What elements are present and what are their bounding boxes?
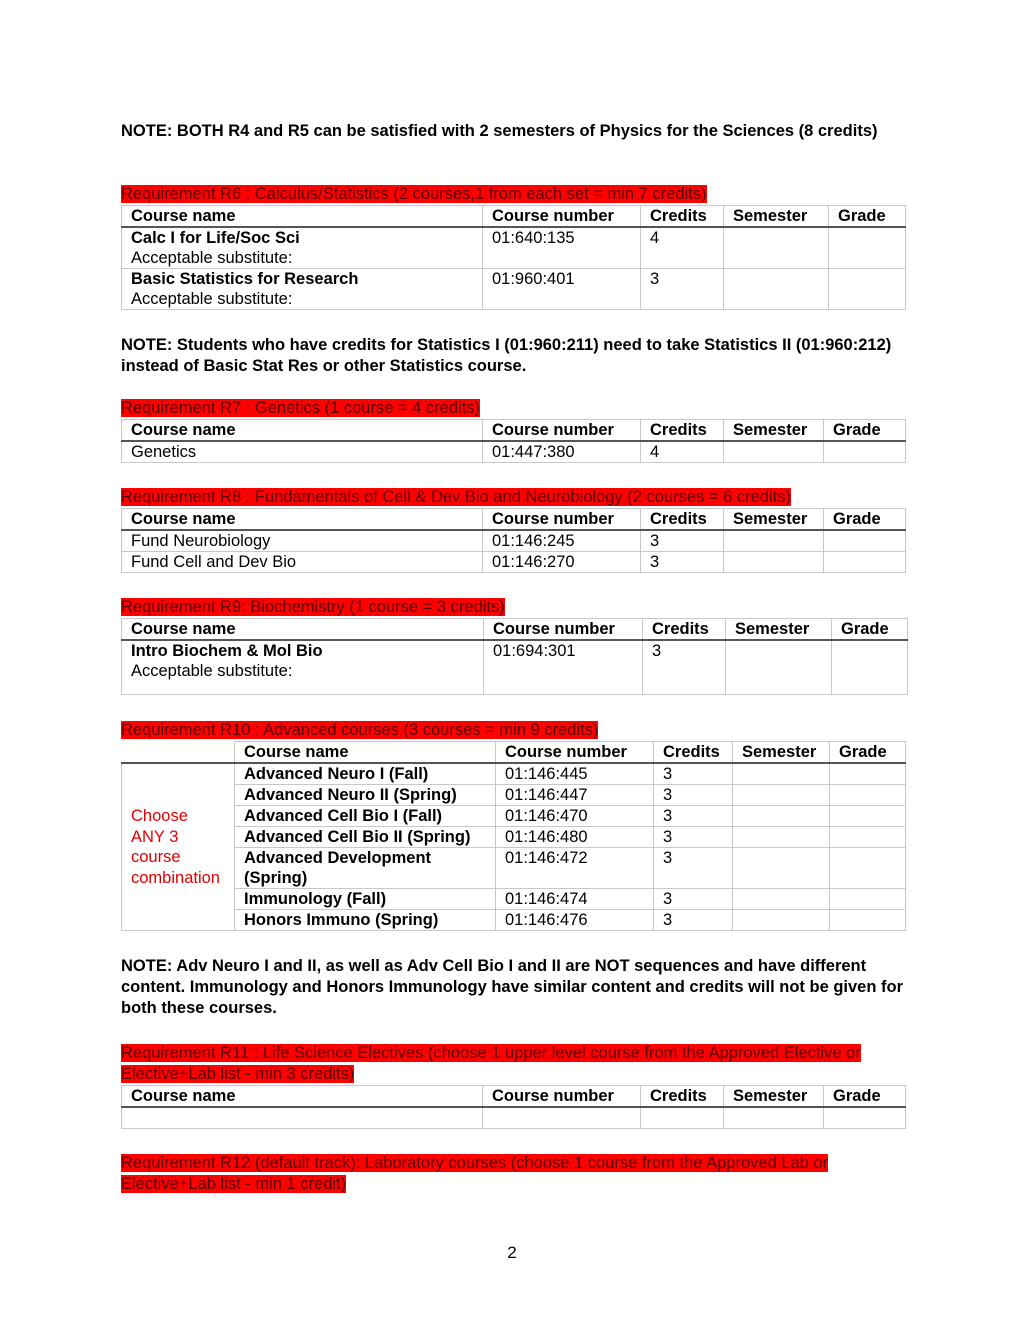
r6-title: Requirement R6 : Calculus/Statistics (2 courses,1 from each set = min 7 credits)	[121, 185, 707, 203]
choose-label: Choose ANY 3 course combination	[122, 763, 235, 931]
r7-table	[121, 419, 906, 463]
r8-title: Requirement R8 : Fundamentals of Cell & Dev Bio and Neurobiology (2 courses = 6 credits)	[121, 488, 791, 506]
grade-cell	[829, 269, 906, 310]
course-name: Honors Immuno (Spring)	[235, 910, 496, 931]
substitute-label: Acceptable substitute:	[131, 662, 293, 680]
semester-cell	[724, 441, 824, 463]
col-grade: Grade	[824, 1086, 906, 1108]
col-credits: Credits	[641, 206, 724, 228]
table-row	[122, 530, 906, 552]
col-semester: Semester	[724, 420, 824, 442]
course-name: Fund Cell and Dev Bio	[122, 552, 483, 573]
semester-cell	[724, 530, 824, 552]
course-credits: 3	[654, 910, 733, 931]
course-credits: 3	[654, 848, 733, 889]
note-statistics: NOTE: Students who have credits for Statistics I (01:960:211) need to take Statistics II (01:960:212) instead of Basic Stat Res or other Statistics course.	[121, 336, 892, 375]
course-credits: 3	[643, 640, 726, 694]
course-number: 01:447:380	[483, 441, 641, 463]
grade-cell	[824, 1107, 906, 1128]
grade-cell	[830, 910, 906, 931]
col-grade: Grade	[824, 509, 906, 531]
course-number: 01:146:474	[496, 889, 654, 910]
table-row	[122, 889, 906, 910]
grade-cell	[830, 763, 906, 785]
note-r4-r5: NOTE: BOTH R4 and R5 can be satisfied with 2 semesters of Physics for the Sciences (8 credits)	[121, 122, 878, 140]
col-grade: Grade	[830, 742, 906, 764]
course-credits: 3	[641, 530, 724, 552]
course-name: Advanced Development (Spring)	[235, 848, 496, 889]
table-row	[122, 785, 906, 806]
r10-table	[121, 741, 906, 931]
course-number: 01:146:480	[496, 827, 654, 848]
col-course-name: Course name	[235, 742, 496, 764]
course-number: 01:694:301	[484, 640, 643, 694]
r12-title: Requirement R12 (default track): Laboratory courses (choose 1 course from the Approved Lab or Elective+Lab list - min 1 credit)	[121, 1154, 829, 1193]
course-credits: 3	[641, 552, 724, 573]
grade-cell	[830, 827, 906, 848]
r9-title: Requirement R9: Biochemistry (1 course = 3 credits)	[121, 598, 505, 616]
course-number: 01:640:135	[483, 227, 641, 269]
col-credits: Credits	[641, 1086, 724, 1108]
col-course-number: Course number	[496, 742, 654, 764]
r7-title: Requirement R7 : Genetics (1 course = 4 credits)	[121, 399, 481, 417]
course-credits: 3	[654, 763, 733, 785]
semester-cell	[726, 640, 832, 694]
course-name: Fund Neurobiology	[122, 530, 483, 552]
table-row	[122, 763, 906, 785]
r10-title: Requirement R10 : Advanced courses (3 courses = min 9 credits)	[121, 721, 599, 739]
col-course-name: Course name	[122, 206, 483, 228]
semester-cell	[724, 227, 829, 269]
grade-cell	[824, 530, 906, 552]
col-course-number: Course number	[484, 619, 643, 641]
grade-cell	[830, 848, 906, 889]
col-credits: Credits	[643, 619, 726, 641]
table-row	[122, 1107, 906, 1128]
table-row	[122, 227, 906, 269]
credits-cell	[641, 1107, 724, 1128]
course-number: 01:146:245	[483, 530, 641, 552]
r6-section	[121, 184, 905, 310]
course-name: Advanced Neuro II (Spring)	[235, 785, 496, 806]
col-empty	[122, 742, 235, 764]
r11-section	[121, 1043, 905, 1129]
course-name: Advanced Neuro I (Fall)	[235, 763, 496, 785]
col-semester: Semester	[733, 742, 830, 764]
grade-cell	[830, 889, 906, 910]
table-row	[122, 827, 906, 848]
course-number-cell	[483, 1107, 641, 1128]
r11-table	[121, 1085, 906, 1129]
course-name-cell	[122, 1107, 483, 1128]
course-name: Basic Statistics for Research	[131, 270, 359, 288]
col-course-number: Course number	[483, 206, 641, 228]
course-number: 01:146:476	[496, 910, 654, 931]
grade-cell	[832, 640, 908, 694]
course-credits: 3	[654, 806, 733, 827]
col-course-name: Course name	[122, 509, 483, 531]
semester-cell	[733, 889, 830, 910]
col-semester: Semester	[726, 619, 832, 641]
r12-section	[121, 1153, 905, 1195]
table-row	[122, 269, 906, 310]
col-semester: Semester	[724, 509, 824, 531]
semester-cell	[724, 269, 829, 310]
col-grade: Grade	[824, 420, 906, 442]
semester-cell	[733, 827, 830, 848]
r10-section	[121, 720, 905, 931]
course-credits: 4	[641, 441, 724, 463]
col-course-number: Course number	[483, 1086, 641, 1108]
course-name: Advanced Cell Bio II (Spring)	[235, 827, 496, 848]
course-credits: 3	[654, 827, 733, 848]
course-number: 01:960:401	[483, 269, 641, 310]
grade-cell	[829, 227, 906, 269]
table-row	[122, 806, 906, 827]
grade-cell	[824, 552, 906, 573]
table-row	[122, 848, 906, 889]
semester-cell	[733, 910, 830, 931]
note-advanced: NOTE: Adv Neuro I and II, as well as Adv Cell Bio I and II are NOT sequences and have different content. Immunology and Honors Immunology have similar content and credits will not be given for both these courses.	[121, 957, 904, 1017]
grade-cell	[824, 441, 906, 463]
course-name: Immunology (Fall)	[235, 889, 496, 910]
r7-section	[121, 398, 905, 463]
course-number: 01:146:447	[496, 785, 654, 806]
grade-cell	[830, 785, 906, 806]
col-grade: Grade	[832, 619, 908, 641]
semester-cell	[733, 806, 830, 827]
substitute-label: Acceptable substitute:	[131, 249, 293, 267]
course-name: Intro Biochem & Mol Bio	[131, 642, 323, 660]
col-credits: Credits	[641, 509, 724, 531]
course-credits: 3	[641, 269, 724, 310]
course-name: Calc I for Life/Soc Sci	[131, 229, 300, 247]
col-course-number: Course number	[483, 509, 641, 531]
course-credits: 3	[654, 785, 733, 806]
r8-table	[121, 508, 906, 573]
substitute-label: Acceptable substitute:	[131, 290, 293, 308]
course-number: 01:146:472	[496, 848, 654, 889]
r11-title: Requirement R11 : Life Science Electives (choose 1 upper level course from the Approved Elective or Elective+Lab list - min 3 credits)	[121, 1044, 861, 1083]
col-semester: Semester	[724, 1086, 824, 1108]
col-course-name: Course name	[122, 619, 484, 641]
course-name: Advanced Cell Bio I (Fall)	[235, 806, 496, 827]
course-number: 01:146:470	[496, 806, 654, 827]
col-credits: Credits	[641, 420, 724, 442]
table-row	[122, 441, 906, 463]
col-course-name: Course name	[122, 420, 483, 442]
page-number: 2	[507, 1243, 517, 1262]
r6-table	[121, 205, 906, 310]
semester-cell	[724, 552, 824, 573]
table-row	[122, 640, 908, 694]
table-row	[122, 910, 906, 931]
semester-cell	[733, 763, 830, 785]
semester-cell	[733, 785, 830, 806]
course-credits: 3	[654, 889, 733, 910]
grade-cell	[830, 806, 906, 827]
course-number: 01:146:270	[483, 552, 641, 573]
table-row	[122, 552, 906, 573]
semester-cell	[724, 1107, 824, 1128]
semester-cell	[733, 848, 830, 889]
course-number: 01:146:445	[496, 763, 654, 785]
course-name: Genetics	[122, 441, 483, 463]
col-course-name: Course name	[122, 1086, 483, 1108]
r8-section	[121, 487, 905, 573]
col-credits: Credits	[654, 742, 733, 764]
r9-section	[121, 597, 907, 695]
col-grade: Grade	[829, 206, 906, 228]
col-course-number: Course number	[483, 420, 641, 442]
col-semester: Semester	[724, 206, 829, 228]
course-credits: 4	[641, 227, 724, 269]
r9-table	[121, 618, 908, 695]
